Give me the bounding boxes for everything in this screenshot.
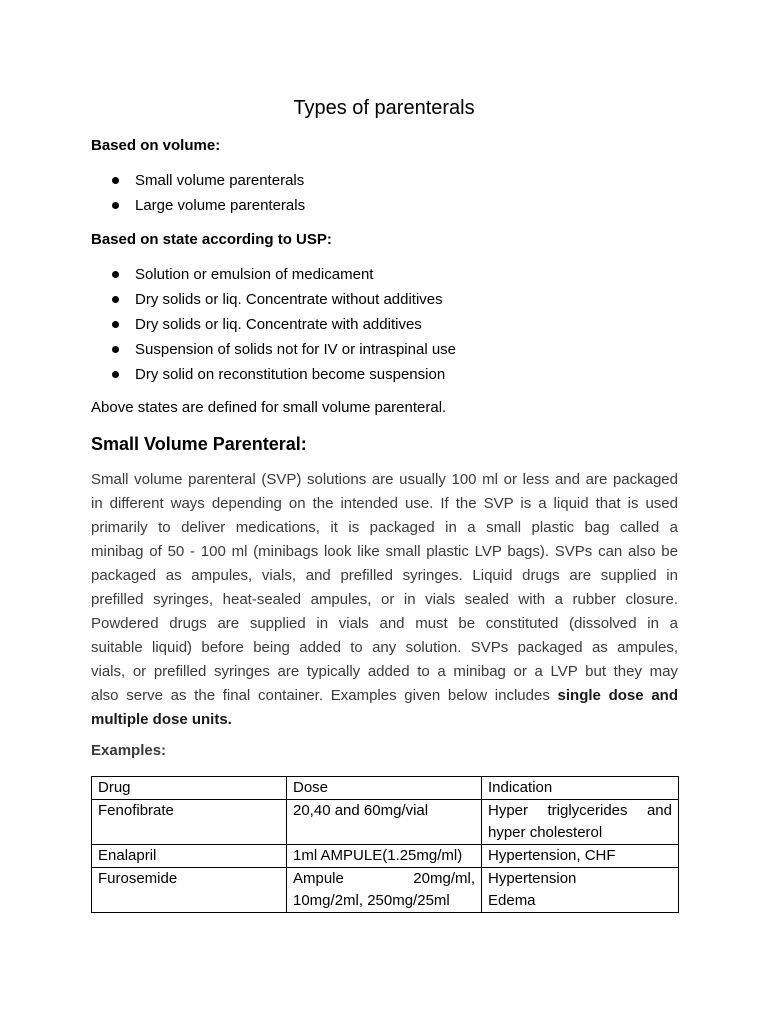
bullet-icon: [112, 321, 119, 328]
paragraph-line: minibag of 50 - 100 ml (minibags look like small plastic LVP bags). SVPs can also be: [91, 543, 678, 560]
usp-list: [91, 262, 456, 387]
list-item: Dry solids or liq. Concentrate with additives: [91, 312, 456, 337]
paragraph-line: in different ways depending on the intended use. If the SVP is a liquid that is used: [91, 495, 678, 512]
drug-cell: Fenofibrate: [92, 800, 287, 845]
states-note: Above states are defined for small volume parenteral.: [91, 399, 447, 416]
usp-heading: Based on state according to USP:: [91, 231, 332, 248]
page-title: Types of parenterals: [293, 97, 475, 119]
bullet-icon: [112, 202, 119, 209]
drug-cell: Enalapril: [92, 845, 287, 868]
paragraph-line: Small volume parenteral (SVP) solutions are usually 100 ml or less and are packaged: [91, 471, 678, 488]
header-cell: Dose: [287, 777, 482, 800]
bullet-icon: [112, 346, 119, 353]
emphasis-text: multiple dose units.: [91, 711, 232, 728]
list-item: Suspension of solids not for IV or intraspinal use: [91, 337, 456, 362]
table-row: [92, 845, 679, 868]
header-cell: Indication: [482, 777, 679, 800]
svp-heading: Small Volume Parenteral:: [91, 434, 307, 454]
paragraph-line: suitable liquid) before being added to any solution. SVPs packaged as ampules,: [91, 639, 678, 656]
paragraph-line: also serve as the final container. Examples given below includes single dose and: [91, 687, 678, 704]
dose-cell: 1ml AMPULE(1.25mg/ml): [287, 845, 482, 868]
emphasis-text: single dose and: [557, 687, 678, 704]
bullet-icon: [112, 371, 119, 378]
volume-heading: Based on volume:: [91, 137, 221, 154]
table-row: [92, 800, 679, 845]
indication-cell: Hyper triglycerides and hyper cholesterol: [482, 800, 679, 845]
indication-cell: Hypertension, CHF: [482, 845, 679, 868]
examples-table: [91, 776, 679, 913]
drug-cell: Furosemide: [92, 868, 287, 913]
paragraph-line: Powdered drugs are supplied in vials and must be constituted (dissolved in a: [91, 615, 678, 632]
bullet-icon: [112, 296, 119, 303]
list-item: Large volume parenterals: [91, 193, 305, 218]
svp-paragraph: [91, 468, 678, 732]
header-cell: Drug: [92, 777, 287, 800]
bullet-icon: [112, 271, 119, 278]
paragraph-line: vials, or prefilled syringes are typically added to a minibag or a LVP but they may: [91, 663, 678, 680]
examples-label: Examples:: [91, 742, 167, 759]
paragraph-line: prefilled syringes, heat-sealed ampules, or in vials sealed with a rubber closure.: [91, 591, 678, 608]
dose-cell: 20,40 and 60mg/vial: [287, 800, 482, 845]
list-item: Solution or emulsion of medicament: [91, 262, 456, 287]
indication-cell: Hypertension Edema: [482, 868, 679, 913]
list-item: Small volume parenterals: [91, 168, 305, 193]
volume-list: [91, 168, 305, 218]
list-item: Dry solid on reconstitution become suspension: [91, 362, 456, 387]
dose-cell: Ampule 20mg/ml, 10mg/2ml, 250mg/25ml: [287, 868, 482, 913]
paragraph-line: packaged as ampules, vials, and prefilled syringes. Liquid drugs are supplied in: [91, 567, 678, 584]
table-header-row: [92, 777, 679, 800]
table-row: [92, 868, 679, 913]
paragraph-line: [91, 708, 678, 732]
paragraph-line: primarily to deliver medications, it is packaged in a small plastic bag called a: [91, 519, 678, 536]
list-item: Dry solids or liq. Concentrate without additives: [91, 287, 456, 312]
bullet-icon: [112, 177, 119, 184]
